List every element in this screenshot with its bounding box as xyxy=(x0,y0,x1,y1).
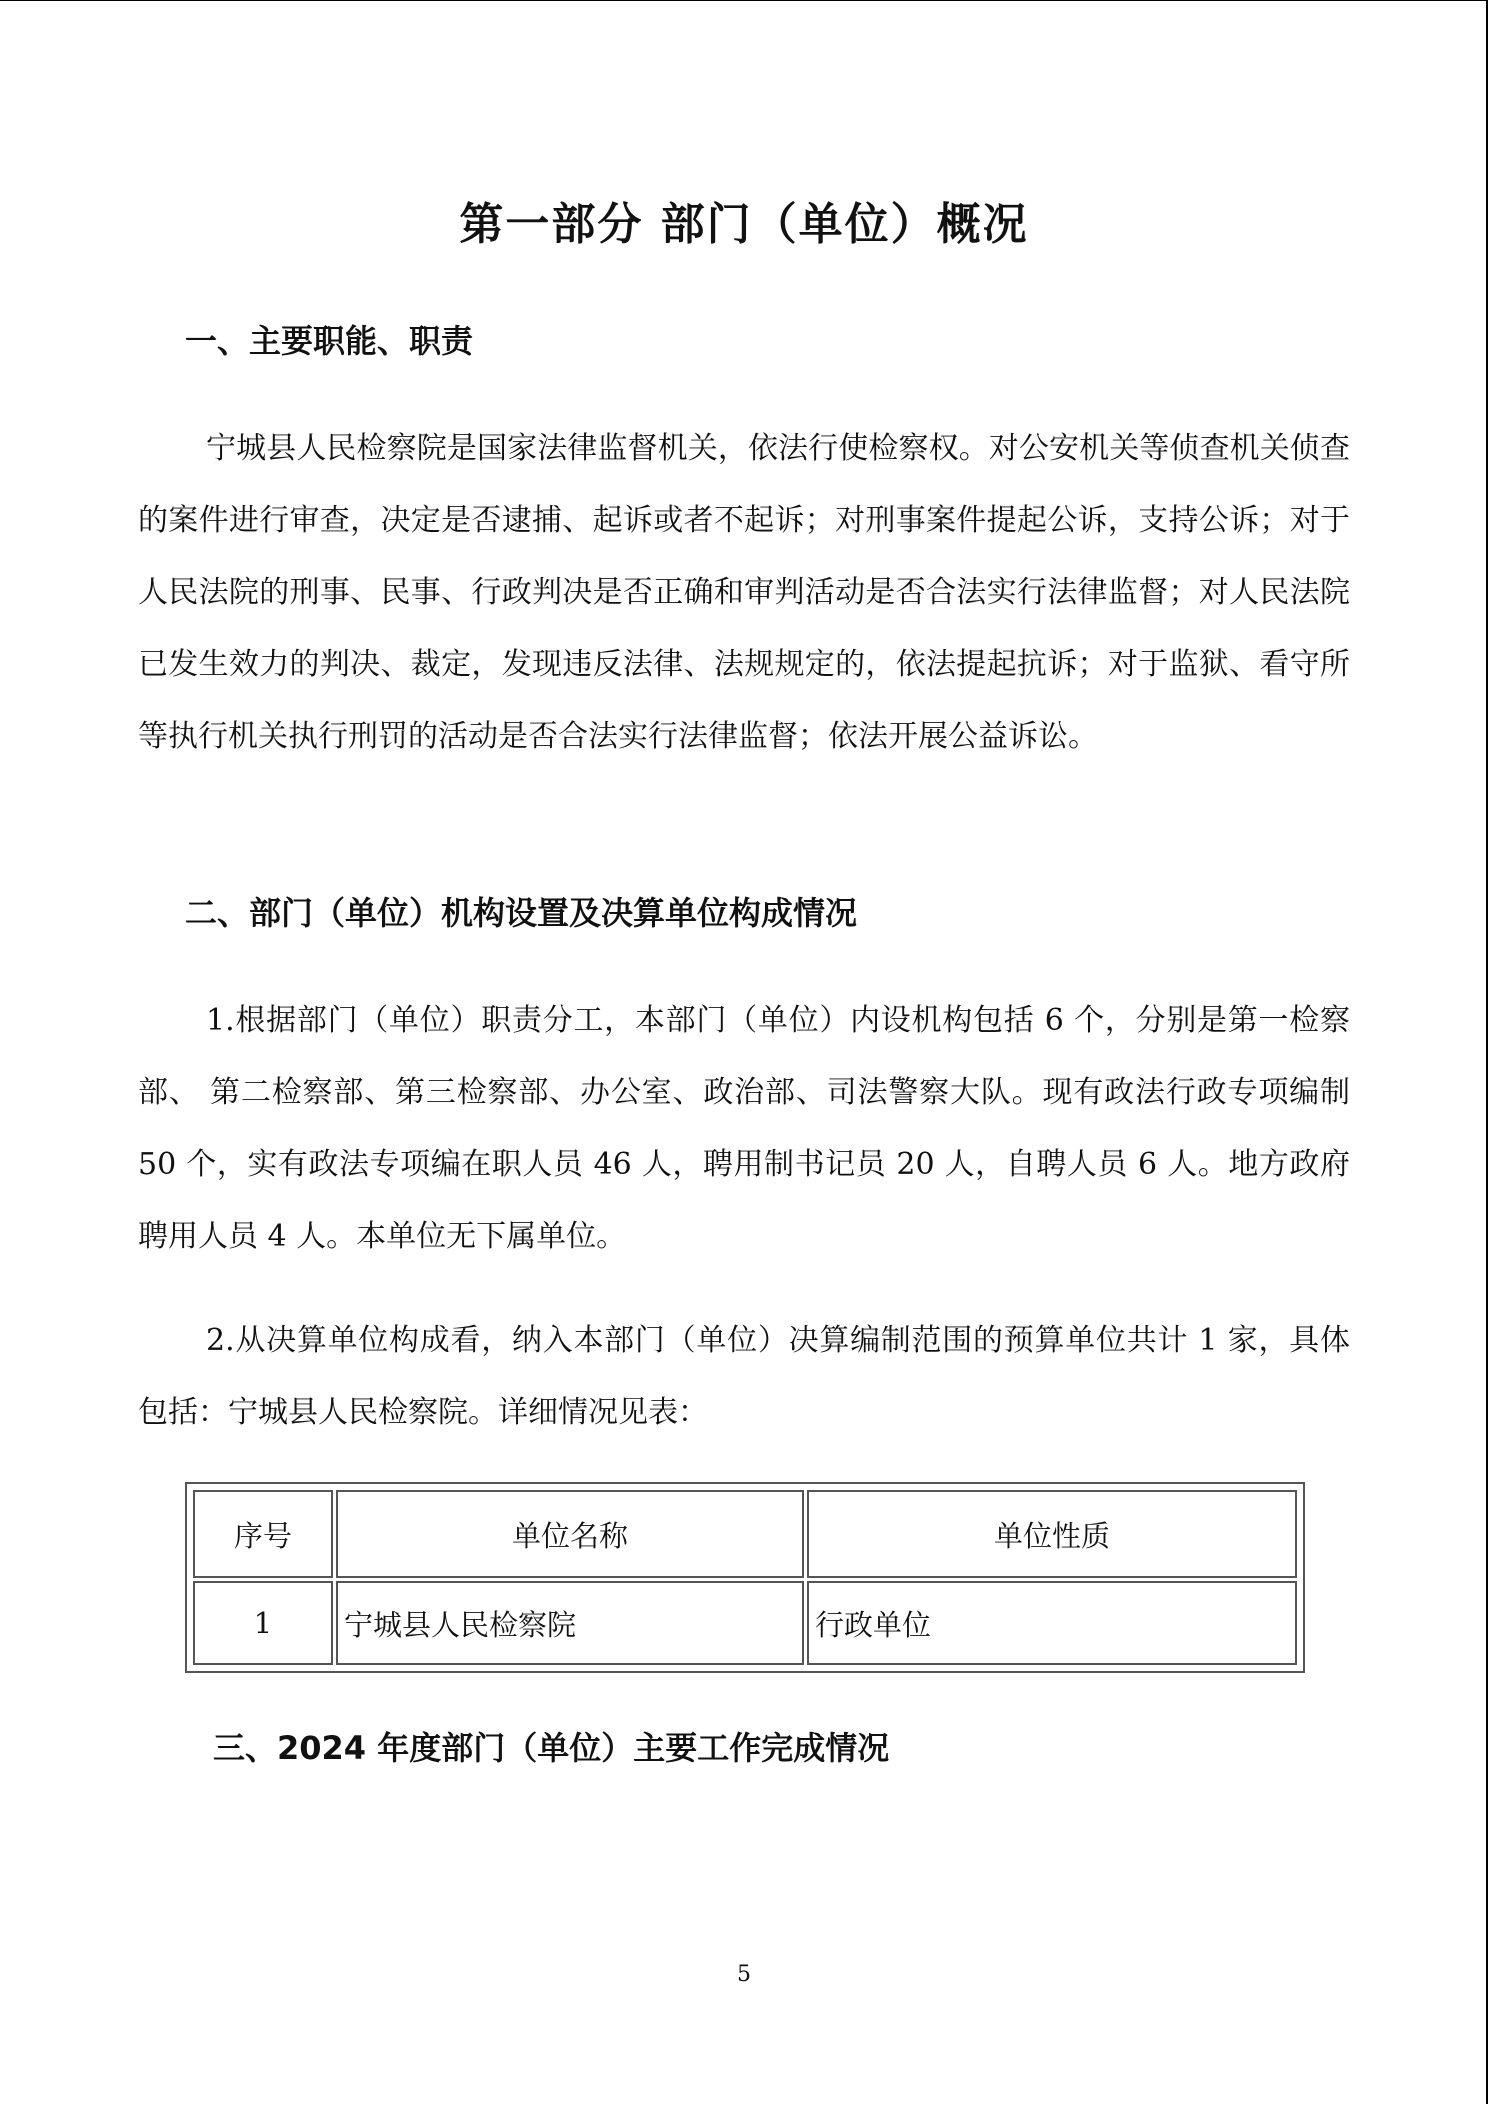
page-title: 第一部分 部门（单位）概况 xyxy=(459,199,1029,250)
table-cell: 行政单位 xyxy=(807,1581,1297,1665)
paragraph-functions: 宁城县人民检察院是国家法律监督机关，依法行使检察权。对公安机关等侦查机关侦查的案件进行审查，决定是否逮捕、起诉或者不起诉；对刑事案件提起公诉，支持公诉；对于人民法院的刑事、民事、行政判决是否正确和审判活动是否合法实行法律监督；对人民法院已发生效力的判决、裁定，发现违反法律、法规规定的，依法提起抗诉；对于监狱、看守所等执行机关执行刑罚的活动是否合法实行法律监督；依法开展公益诉讼。 xyxy=(138,431,1350,754)
table-cell: 1 xyxy=(193,1581,333,1665)
table-header-cell: 单位性质 xyxy=(807,1490,1297,1578)
section-heading-structure: 二、部门（单位）机构设置及决算单位构成情况 xyxy=(185,894,858,932)
section-heading-work: 三、2024 年度部门（单位）主要工作完成情况 xyxy=(213,1729,890,1767)
page-border-top xyxy=(0,0,1488,1)
table-row xyxy=(193,1581,1297,1665)
units-table xyxy=(185,1482,1305,1673)
section-heading-functions: 一、主要职能、职责 xyxy=(185,322,474,360)
table-header-cell: 单位名称 xyxy=(336,1490,804,1578)
paragraph-structure-2: 2.从决算单位构成看，纳入本部门（单位）决算编制范围的预算单位共计 1 家，具体包括：宁城县人民检察院。详细情况见表： xyxy=(138,1323,1350,1430)
table-header-row xyxy=(193,1490,1297,1578)
paragraph-structure-1: 1.根据部门（单位）职责分工，本部门（单位）内设机构包括 6 个，分别是第一检察部、 第二检察部、第三检察部、办公室、政治部、司法警察大队。现有政法行政专项编制 50 个，实有政法专项编在职人员 46 人，聘用制书记员 20 人，自聘人员 6 人。地方政府聘用人员 4 人。本单位无下属单位。 xyxy=(138,1003,1350,1254)
table-header-cell: 序号 xyxy=(193,1490,333,1578)
table-cell: 宁城县人民检察院 xyxy=(336,1581,804,1665)
page-number: 5 xyxy=(737,1962,751,1987)
